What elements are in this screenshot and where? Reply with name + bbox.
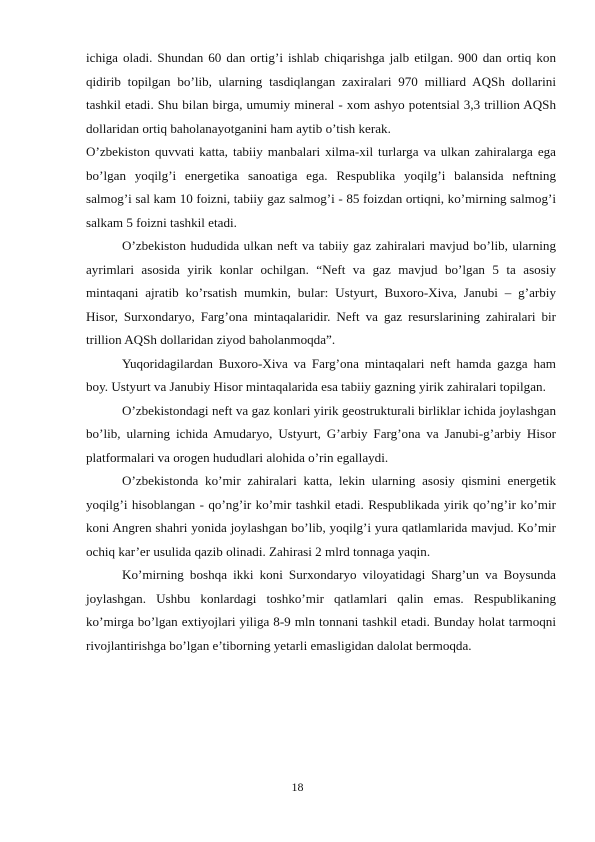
document-body	[86, 46, 556, 657]
paragraph-regions: Yuqoridagilardan Buxoro-Xiva va Farg’ona mintaqalari neft hamda gazga ham boy. Ustyurt va Janubiy Hisor mintaqalarida esa tabiiy gazning yirik zahiralari topilgan.	[86, 355, 556, 394]
paragraph-coal-reserves: O’zbekistonda ko’mir zahiralari katta, lekin ularning asosiy qismini energetik yoqilg’i hisoblangan - qo’ng’ir ko’mir tashkil etadi. Respublikada yirik qo’ng’ir ko’mir koni Angren shahri yonida joylashgan bo’lib, yoqilg’i yura qatlamlarida mavjud. Ko’mir ochiq kar’er usulida qazib olinadi. Zahirasi 2 mlrd tonnaga yaqin.	[86, 473, 556, 559]
paragraph-continuation: ichiga oladi. Shundan 60 dan ortig’i ishlab chiqarishga jalb etilgan. 900 dan ortiq kon qidirib topilgan bo’lib, ularning tasdiqlangan zaxiralari 970 milliard AQSh dollarini tashkil etadi. Shu bilan birga, umumiy mineral - xom ashyo potentsial 3,3 trillion AQSh dollaridan ortiq baholanayotganini ham aytib o’tish kerak.	[86, 50, 556, 136]
paragraph-oil-gas-reserves: O’zbekiston hududida ulkan neft va tabiiy gaz zahiralari mavjud bo’lib, ularning ayrimlari asosida yirik konlar ochilgan. “Neft va gaz mavjud bo’lgan 5 ta asosiy mintaqani ajratib ko’rsatish mumkin, bular: Ustyurt, Buxoro-Xiva, Janubi – g’arbiy Hisor, Surxondaryo, Farg’ona mintaqalaridir. Neft va gaz resurslarining zahiralari bir trillion AQSh dollaridan ziyod baholanmoqda”.	[86, 238, 556, 347]
paragraph-geostructures: O’zbekistondagi neft va gaz konlari yirik geostrukturali birliklar ichida joylashgan bo’lib, ularning ichida Amudaryo, Ustyurt, G’arbiy Farg’ona va Janubi-g’arbiy Hisor platformalari va orogen hududlari alohida o’rin egallaydi.	[86, 402, 556, 465]
page-number: 18	[291, 780, 304, 794]
paragraph-coal-deposits: Ko’mirning boshqa ikki koni Surxondaryo viloyatidagi Sharg’un va Boysunda joylashgan. Ushbu konlardagi toshko’mir qatlamlari qalin emas. Respublikaning ko’mirga bo’lgan extiyojlari yiliga 8-9 mln tonnani tashkil etadi. Bunday holat tarmoqni rivojlantirishga bo’lgan e’tiborning yetarli emasligidan dalolat bermoqda.	[86, 567, 556, 653]
paragraph-energy-industry: O’zbekiston quvvati katta, tabiiy manbalari xilma-xil turlarga va ulkan zahiralarga ega bo’lgan yoqilg’i energetika sanoatiga ega. Respublika yoqilg’i balansida neftning salmog’i sal kam 10 foizni, tabiiy gaz salmog’i - 85 foizdan ortiqni, ko’mirning salmog’i salkam 5 foizni tashkil etadi.	[86, 144, 556, 230]
